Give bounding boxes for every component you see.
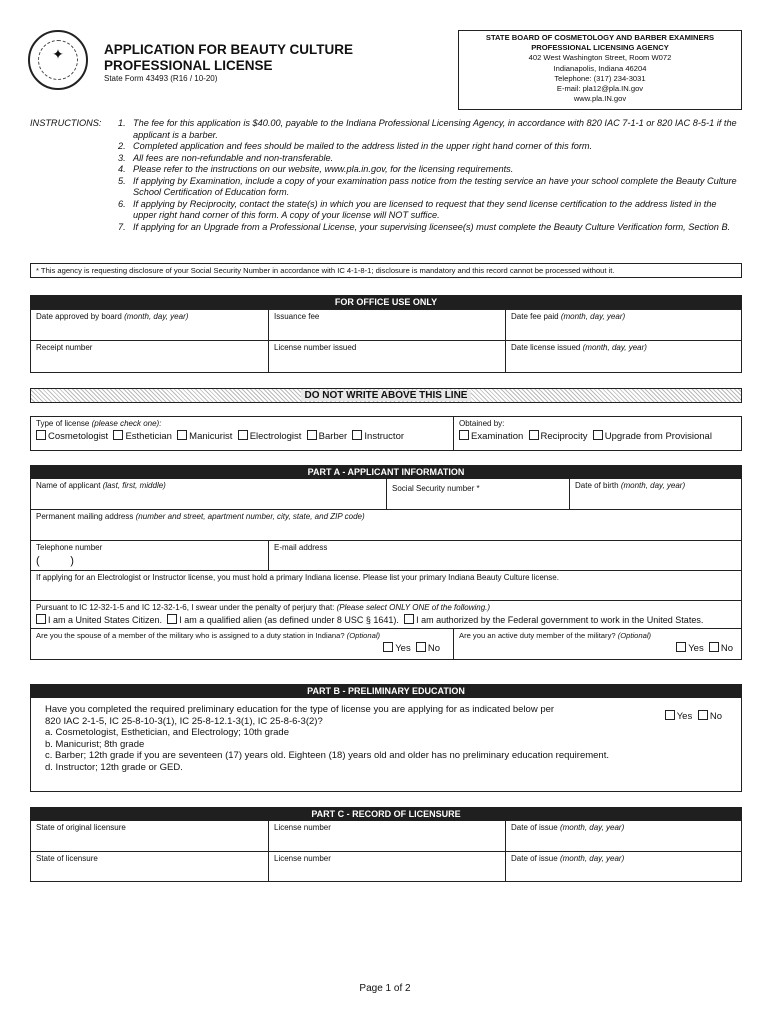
form-title-line2: PROFESSIONAL LICENSE (104, 58, 273, 73)
field-hint: (month, day, year) (124, 312, 189, 321)
field-hint: (month, day, year) (620, 481, 686, 490)
field-label: Date license issued (511, 343, 581, 352)
instruction-number: 5. (118, 175, 126, 186)
list-item: c. Barber; 12th grade if you are seventeen (17) years old. Eighteen (18) years old and older has no preliminary education requirement. (45, 750, 609, 761)
table-row (31, 628, 741, 659)
checkbox[interactable] (459, 430, 469, 440)
instruction-text: All fees are non-refundable and non-transferable. (133, 152, 334, 163)
applicant-name-field[interactable] (31, 479, 386, 509)
perjury-hint: (Please select ONLY ONE of the following.) (336, 603, 491, 612)
date-of-issue-field[interactable] (505, 852, 741, 881)
military-member-question (453, 629, 741, 659)
license-manicurist-option[interactable] (177, 431, 232, 442)
license-type-field (31, 417, 453, 450)
perjury-statement (31, 601, 741, 628)
instruction-text: Please refer to the instructions on our website, www.pla.in.gov, for the licensing requirements. (133, 164, 514, 174)
obtained-upgrade-option[interactable] (593, 431, 712, 442)
education-question (45, 704, 645, 727)
option-label: Yes (395, 643, 411, 654)
do-not-write-text: DO NOT WRITE ABOVE THIS LINE (301, 390, 472, 401)
license-esthetician-option[interactable] (113, 431, 171, 442)
option-label: No (720, 643, 733, 654)
checkbox[interactable] (238, 430, 248, 440)
checkbox[interactable] (352, 430, 362, 440)
checkbox[interactable] (529, 430, 539, 440)
table-row (31, 509, 741, 540)
license-type-grid (30, 416, 742, 451)
military-spouse-yes[interactable] (383, 643, 411, 654)
military-spouse-question (31, 629, 453, 659)
checkbox[interactable] (167, 614, 177, 624)
field-label: Date of issue (511, 854, 558, 863)
office-use-header: FOR OFFICE USE ONLY (30, 295, 742, 309)
primary-license-field[interactable] (31, 571, 741, 600)
seal-star-icon: ✦ (52, 46, 64, 62)
instruction-text: Completed application and fees should be mailed to the address listed in the upper right hand corner of this form. (133, 141, 593, 151)
field-label: State of original licensure (36, 823, 126, 832)
license-number-field[interactable] (268, 852, 505, 881)
instruction-number: 1. (118, 118, 126, 128)
part-c-header: PART C - RECORD OF LICENSURE (30, 807, 742, 821)
part-b-header: PART B - PRELIMINARY EDUCATION (30, 684, 742, 698)
form-number: State Form 43493 (R16 / 10-20) (104, 74, 218, 83)
option-label: Examination (471, 431, 524, 442)
state-of-licensure-field[interactable] (31, 852, 268, 881)
part-a-grid (30, 479, 742, 660)
field-label: Date fee paid (511, 312, 559, 321)
license-instructor-option[interactable] (352, 431, 404, 442)
instruction-item (118, 141, 742, 153)
option-label: Electrologist (249, 431, 302, 442)
instruction-item (118, 118, 742, 141)
checkbox[interactable] (36, 430, 46, 440)
option-label: No (709, 711, 722, 722)
instruction-number: 6. (118, 198, 126, 209)
checkbox[interactable] (383, 642, 393, 652)
option-label: Upgrade from Provisional (604, 431, 712, 442)
instruction-item (118, 222, 742, 234)
checkbox[interactable] (593, 430, 603, 440)
table-row (31, 851, 741, 881)
original-date-of-issue-field[interactable] (505, 821, 741, 851)
option-label: Yes (688, 643, 704, 654)
instruction-number: 3. (118, 152, 126, 163)
checkbox[interactable] (404, 614, 414, 624)
list-item: b. Manicurist; 8th grade (45, 738, 145, 750)
field-hint: (please check one): (91, 419, 162, 428)
obtained-by-field (453, 417, 741, 450)
field-label: E-mail address (274, 543, 328, 552)
agency-street: 402 West Washington Street, Room W072 (528, 53, 672, 63)
qualified-alien-option[interactable] (167, 615, 399, 625)
table-row (31, 417, 741, 450)
instruction-number: 4. (118, 164, 126, 174)
option-label: I am a United States Citizen. (48, 615, 163, 625)
ssn-disclosure-note: * This agency is requesting disclosure of your Social Security Number in accordance with IC 4-1-8-1; disclosure is mandatory and this record cannot be processed without it. (30, 263, 742, 278)
obtained-reciprocity-option[interactable] (529, 431, 588, 442)
agency-address-box (458, 30, 742, 110)
date-of-birth-field[interactable] (569, 479, 741, 509)
table-row (31, 540, 741, 570)
optional-hint: (Optional) (617, 631, 652, 640)
optional-hint: (Optional) (346, 631, 381, 640)
checkbox[interactable] (113, 430, 123, 440)
field-hint: (month, day, year) (559, 854, 625, 863)
field-hint: (month, day, year) (582, 343, 647, 352)
field-hint: (last, first, middle) (102, 481, 166, 490)
field-hint: (month, day, year) (560, 312, 626, 321)
ssn-field[interactable] (386, 479, 569, 509)
instruction-number: 2. (118, 141, 126, 151)
checkbox[interactable] (709, 642, 719, 652)
field-label: Obtained by: (459, 419, 505, 428)
checkbox[interactable] (416, 642, 426, 652)
field-label: License number (274, 854, 331, 863)
instruction-text: If applying by Examination, include a copy of your examination pass notice from the testing service an have your school complete the Beauty Culture School Certification of Education form. (133, 175, 737, 197)
option-label: I am a qualified alien (as defined under 8 USC § 1641). (179, 615, 399, 625)
form-title-line1: APPLICATION FOR BEAUTY CULTURE (104, 42, 353, 57)
checkbox[interactable] (676, 642, 686, 652)
telephone-field[interactable] (31, 541, 268, 570)
agency-email: E-mail: pla12@pla.IN.gov (556, 84, 644, 94)
field-label: Issuance fee (274, 312, 320, 321)
original-license-number-field[interactable] (268, 821, 505, 851)
table-row (31, 821, 741, 851)
question-text: Are you the spouse of a member of the military who is assigned to a duty station in Indiana? (36, 631, 345, 640)
field-label: License number issued (274, 343, 357, 352)
field-label: Telephone number (36, 543, 103, 552)
instructions-label: INSTRUCTIONS: (30, 118, 102, 128)
checkbox[interactable] (698, 710, 708, 720)
issuance-fee-field[interactable] (268, 310, 505, 340)
field-label: Date approved by board (36, 312, 122, 321)
checkbox[interactable] (177, 430, 187, 440)
military-member-no[interactable] (709, 643, 733, 654)
checkbox[interactable] (307, 430, 317, 440)
date-license-issued-field[interactable] (505, 341, 741, 372)
option-label: Barber (318, 431, 348, 442)
office-use-grid (30, 309, 742, 373)
state-seal-icon (28, 30, 88, 90)
field-hint: (number and street, apartment number, city, state, and ZIP code) (135, 512, 365, 521)
table-row (31, 309, 741, 340)
agency-city: Indianapolis, Indiana 46204 (553, 63, 647, 73)
page-number: Page 1 of 2 (359, 983, 411, 994)
option-label: Esthetician (125, 431, 172, 442)
instruction-text: The fee for this application is $40.00, payable to the Indiana Professional Licensing Agency, in accordance with 820 IAC 7-1-1 or 820 IAC 8-5-1 if the applicant is a barber. (133, 118, 737, 140)
date-fee-paid-field[interactable] (505, 310, 741, 340)
area-code-parens: ( ) (36, 555, 74, 567)
instruction-item (118, 176, 742, 199)
field-label: Type of license (36, 419, 90, 428)
question-line: 820 IAC 2-1-5, IC 25-8-10-3(1), IC 25-8-12.1-3(1), IC 25-8-6-3(2)? (45, 715, 323, 727)
form-title (104, 42, 353, 74)
instruction-item (118, 153, 742, 165)
option-label: Yes (676, 711, 693, 722)
education-yes[interactable] (665, 711, 693, 722)
checkbox[interactable] (665, 710, 675, 720)
us-citizen-option[interactable] (36, 615, 162, 625)
military-member-yes[interactable] (676, 643, 704, 654)
field-label: If applying for an Electrologist or Instructor license, you must hold a primary Indiana license. Please list your primary Indiana Beauty Culture license. (36, 573, 559, 582)
original-state-field[interactable] (31, 821, 268, 851)
option-label: No (427, 643, 440, 654)
instruction-number: 7. (118, 221, 126, 232)
table-row (31, 600, 741, 628)
agency-telephone: Telephone: (317) 234-3031 (554, 73, 646, 83)
instructions-list (118, 118, 742, 233)
do-not-write-line (30, 388, 742, 403)
option-label: I am authorized by the Federal government to work in the United States. (416, 615, 704, 625)
receipt-number-field[interactable] (31, 341, 268, 372)
option-label: Manicurist (189, 431, 233, 442)
field-label: Date of issue (511, 823, 558, 832)
part-c-grid (30, 821, 742, 882)
question-line: Have you completed the required preliminary education for the type of license you are applying for as indicated below per (45, 704, 555, 715)
option-label: Reciprocity (540, 431, 588, 442)
email-field[interactable] (268, 541, 741, 570)
field-label: Date of birth (575, 481, 619, 490)
list-item: d. Instructor; 12th grade or GED. (45, 761, 183, 773)
field-label: Permanent mailing address (36, 512, 134, 521)
checkbox[interactable] (36, 614, 46, 624)
instruction-text: If applying by Reciprocity, contact the state(s) in which you are licensed to request that they send license certification to the address listed in the upper right hand corner of this form. A copy of your license will NOT suffice. (133, 198, 717, 220)
instruction-text: If applying for an Upgrade from a Professional License, your supervising licensee(s) must complete the Beauty Culture Verification form, Section B. (133, 221, 731, 232)
agency-board-name: STATE BOARD OF COSMETOLOGY AND BARBER EXAMINERS (485, 33, 715, 42)
table-row (31, 340, 741, 372)
part-b-section (30, 698, 742, 792)
instruction-item (118, 164, 742, 176)
field-label: State of licensure (36, 854, 98, 863)
agency-website: www.pla.IN.gov (573, 94, 627, 104)
list-item: a. Cosmetologist, Esthetician, and Electrology; 10th grade (45, 727, 289, 738)
education-no[interactable] (698, 711, 722, 722)
field-label: Name of applicant (36, 481, 101, 490)
military-spouse-no[interactable] (416, 643, 440, 654)
work-authorized-option[interactable] (404, 615, 703, 625)
table-row (31, 479, 741, 509)
date-approved-field[interactable] (31, 310, 268, 340)
question-text: Are you an active duty member of the military? (459, 631, 616, 640)
field-label: Social Security number * (392, 484, 480, 493)
license-cosmetologist-option[interactable] (36, 431, 108, 442)
option-label: Cosmetologist (48, 431, 109, 442)
license-barber-option[interactable] (307, 431, 348, 442)
license-electrologist-option[interactable] (238, 431, 302, 442)
part-a-header: PART A - APPLICANT INFORMATION (30, 465, 742, 479)
field-hint: (month, day, year) (559, 823, 625, 832)
perjury-text: Pursuant to IC 12-32-1-5 and IC 12-32-1-6, I swear under the penalty of perjury that: (36, 603, 335, 612)
table-row (31, 570, 741, 600)
license-number-issued-field[interactable] (268, 341, 505, 372)
instruction-item (118, 199, 742, 222)
option-label: Instructor (364, 431, 405, 442)
mailing-address-field[interactable] (31, 510, 741, 540)
agency-name: PROFESSIONAL LICENSING AGENCY (531, 43, 669, 53)
field-label: License number (274, 823, 331, 832)
field-label: Receipt number (36, 343, 93, 352)
obtained-examination-option[interactable] (459, 431, 523, 442)
